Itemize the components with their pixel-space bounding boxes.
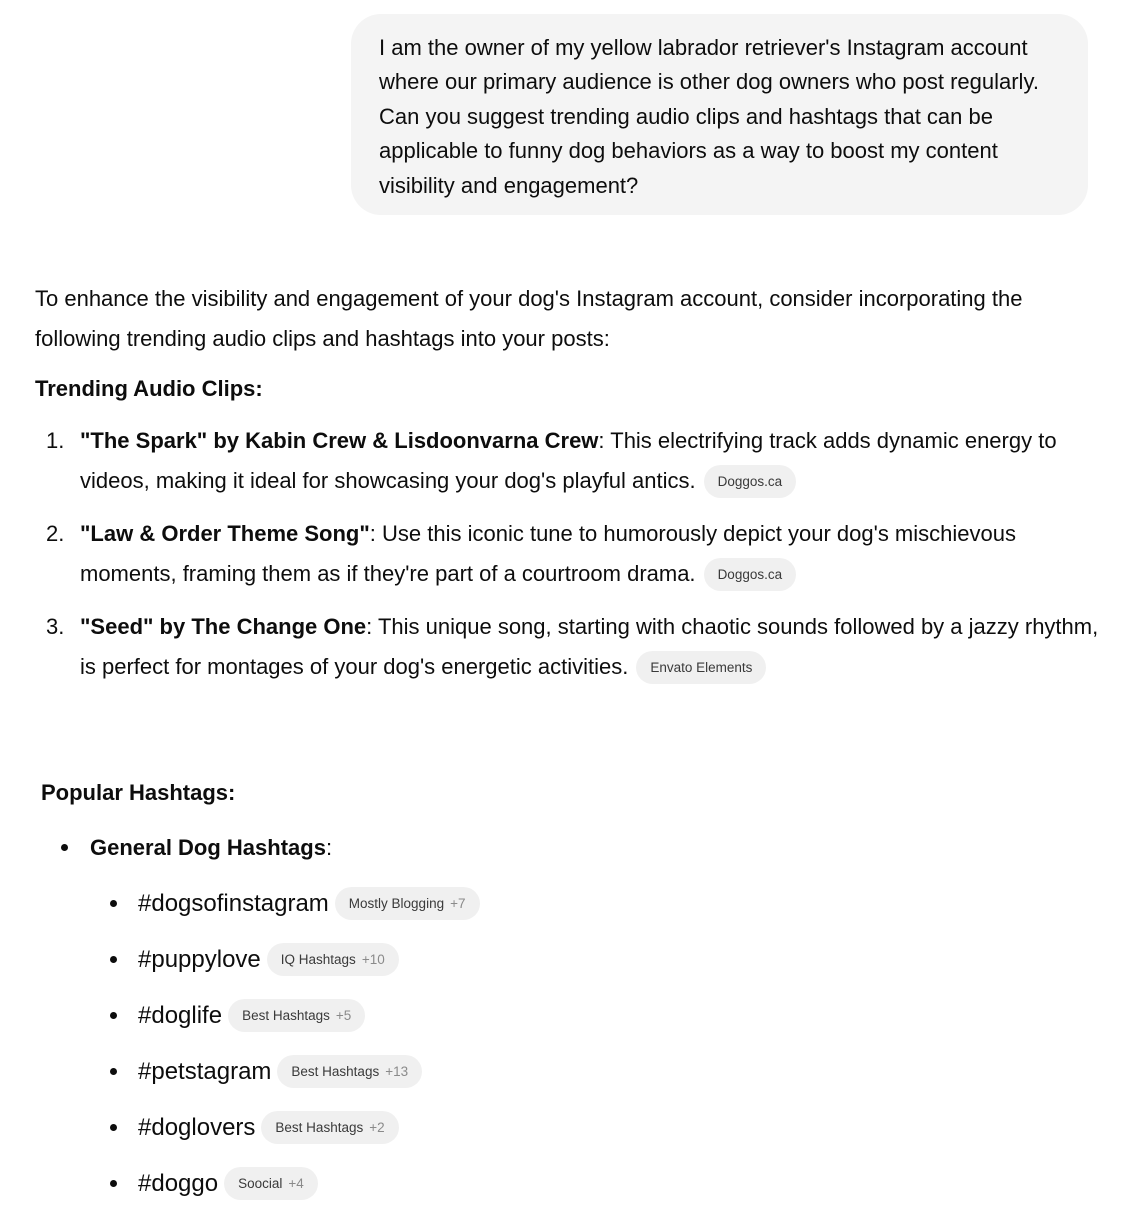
audio-clip-title: "Seed" by The Change One — [80, 614, 367, 639]
hashtag-item — [0, 1050, 422, 1094]
category-title: General Dog Hashtags — [90, 835, 326, 860]
source-count: +13 — [385, 1064, 409, 1079]
source-label: Mostly Blogging — [348, 896, 445, 911]
list-number: 3. — [46, 614, 65, 639]
hashtag-item — [0, 994, 365, 1038]
source-chip[interactable] — [267, 943, 399, 976]
source-count: +10 — [361, 952, 385, 967]
audio-clip-description: : Use this iconic tune to humorously depict your dog's mischievous moments, framing them as if they're part of a courtroom drama. — [80, 521, 1016, 586]
hashtag-text: #petstagram — [138, 1058, 272, 1085]
source-label: Best Hashtags — [242, 1008, 330, 1023]
hashtags-heading: Popular Hashtags: — [41, 780, 236, 805]
bullet-icon — [110, 956, 117, 963]
category-colon: : — [325, 835, 333, 860]
source-label: IQ Hashtags — [280, 952, 356, 967]
intro-paragraph: To enhance the visibility and engagement of your dog's Instagram account, consider incorporating the following trending audio clips and hashtags into your posts: — [35, 286, 1023, 351]
source-chip[interactable] — [261, 1111, 398, 1144]
list-number: 1. — [46, 428, 65, 453]
hashtag-item — [0, 938, 399, 982]
source-count: +4 — [288, 1176, 304, 1191]
hashtag-category-item — [0, 828, 332, 868]
source-chip[interactable] — [228, 999, 365, 1032]
bullet-icon — [61, 844, 68, 851]
hashtag-item — [0, 1106, 399, 1150]
bullet-icon — [110, 1124, 117, 1131]
hashtag-category-list — [0, 828, 332, 868]
assistant-intro — [35, 279, 1105, 359]
source-count: +7 — [450, 896, 466, 911]
source-chip[interactable] — [704, 558, 797, 591]
audio-clip-item — [0, 607, 1110, 687]
hashtag-text: #doglovers — [138, 1114, 256, 1141]
audio-clip-item — [0, 421, 1110, 501]
source-count: +5 — [335, 1008, 352, 1023]
bullet-icon — [110, 1068, 117, 1075]
audio-clip-description: : This electrifying track adds dynamic energy to videos, making it ideal for showcasing your dog's playful antics. — [80, 428, 1057, 493]
hashtag-item — [0, 882, 480, 926]
list-number: 2. — [46, 521, 65, 546]
source-label: Doggos.ca — [717, 567, 783, 582]
audio-clip-title: "The Spark" by Kabin Crew & Lisdoonvarna Crew — [80, 428, 599, 453]
source-label: Doggos.ca — [717, 474, 783, 489]
source-label: Envato Elements — [650, 660, 753, 675]
source-chip[interactable] — [335, 887, 480, 920]
user-message-text: I am the owner of my yellow labrador retriever's Instagram account where our primary audience is other dog owners who post regularly. Can you suggest trending audio clips and hashtags that can be applicable to funny dog behaviors as a way to boost my content visibility and engagement? — [379, 35, 1039, 198]
bullet-icon — [110, 1180, 117, 1187]
bullet-icon — [110, 900, 117, 907]
hashtag-text: #doggo — [138, 1170, 219, 1197]
source-chip[interactable] — [224, 1167, 318, 1200]
source-chip[interactable] — [636, 651, 766, 684]
hashtag-item — [0, 1162, 318, 1206]
hashtag-text: #puppylove — [138, 946, 261, 973]
source-count: +2 — [369, 1120, 385, 1135]
source-chip[interactable] — [704, 465, 797, 498]
audio-heading: Trending Audio Clips: — [35, 376, 263, 401]
source-chip[interactable] — [277, 1055, 422, 1088]
bullet-icon — [110, 1012, 117, 1019]
source-label: Best Hashtags — [291, 1064, 380, 1079]
audio-clip-item — [0, 514, 1110, 594]
user-message-bubble — [351, 14, 1088, 215]
audio-clip-title: "Law & Order Theme Song" — [80, 521, 370, 546]
hashtag-text: #dogsofinstagram — [138, 890, 329, 917]
audio-clip-description: : This unique song, starting with chaotic sounds followed by a jazzy rhythm, is perfect for montages of your dog's energetic activities. — [80, 614, 1099, 679]
hashtag-text: #doglife — [138, 1002, 223, 1029]
source-label: Soocial — [238, 1176, 283, 1191]
audio-clip-list — [0, 421, 1110, 700]
source-label: Best Hashtags — [275, 1120, 364, 1135]
